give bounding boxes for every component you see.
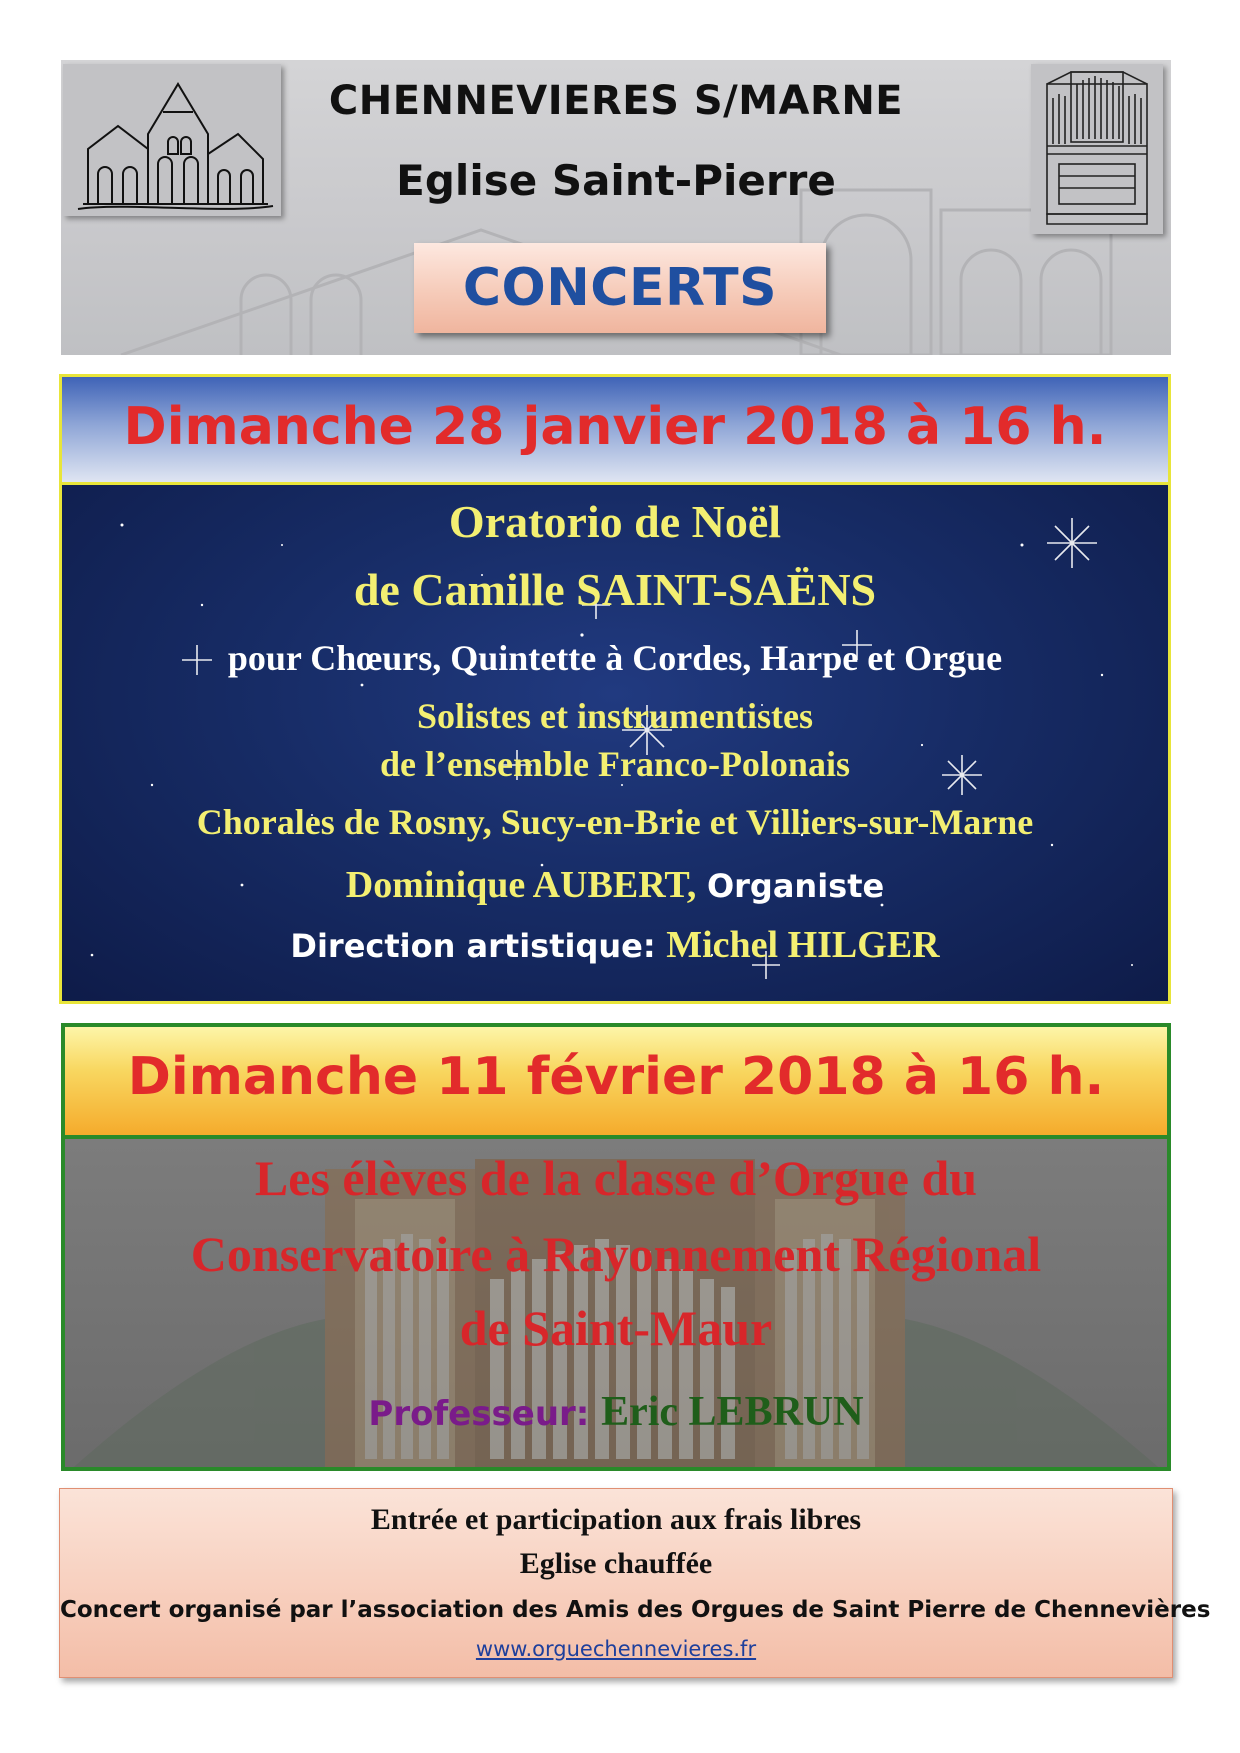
website-link[interactable]: www.orguechennevieres.fr	[475, 1637, 757, 1661]
professor-name: Eric LEBRUN	[601, 1389, 864, 1435]
oratorio-title: Oratorio de Noël	[448, 496, 782, 547]
event-1-body	[62, 485, 1168, 1004]
event-1-date: Dimanche 28 janvier 2018 à 16 h.	[123, 397, 1107, 457]
organist-name: Dominique AUBERT,	[345, 864, 697, 906]
concerts-label: CONCERTS	[462, 258, 778, 318]
instrumentation-line: pour Chœurs, Quintette à Cordes, Harpe et Orgue	[227, 638, 1003, 678]
composer-line: de Camille SAINT-SAËNS	[353, 564, 877, 615]
event-2-panel	[61, 1023, 1171, 1471]
organ-drawing	[1031, 64, 1163, 234]
event-1-date-band	[62, 377, 1168, 485]
heating-info: Eglise chauffée	[519, 1547, 713, 1580]
city-line: de Saint-Maur	[459, 1300, 773, 1356]
professor-line	[65, 1387, 1167, 1436]
city-title: CHENNEVIERES S/MARNE	[328, 78, 904, 124]
direction-line	[62, 923, 1168, 967]
choirs-line: Chorales de Rosny, Sucy-en-Brie et Villiers-sur-Marne	[196, 802, 1034, 842]
info-footer	[59, 1488, 1211, 1678]
soloists-line-1: Solistes et instrumentistes	[417, 696, 813, 736]
website-line	[60, 1637, 1172, 1662]
concerts-banner	[414, 243, 826, 333]
soloists-line-2: de l’ensemble Franco-Polonais	[380, 744, 850, 784]
students-line: Les élèves de la classe d’Orgue du	[254, 1150, 978, 1206]
organist-line	[62, 863, 1168, 907]
church-title: Eglise Saint-Pierre	[396, 156, 836, 205]
direction-label: Direction artistique:	[290, 927, 656, 965]
event-1-panel	[59, 374, 1171, 1004]
event-2-date: Dimanche 11 février 2018 à 16 h.	[127, 1047, 1105, 1107]
event-2-date-band	[65, 1027, 1167, 1139]
organ-icon	[1031, 64, 1163, 234]
direction-name: Michel HILGER	[666, 924, 940, 966]
professor-label: Professeur:	[368, 1394, 590, 1434]
event-2-body	[65, 1139, 1167, 1471]
organist-role: Organiste	[706, 867, 885, 905]
organizer-info: Concert organisé par l’association des Amis des Orgues de Saint Pierre de Chennevières	[60, 1597, 1211, 1623]
entry-info: Entrée et participation aux frais libres	[370, 1503, 862, 1536]
conservatory-line: Conservatoire à Rayonnement Régional	[190, 1226, 1042, 1282]
poster-header	[61, 60, 1171, 355]
